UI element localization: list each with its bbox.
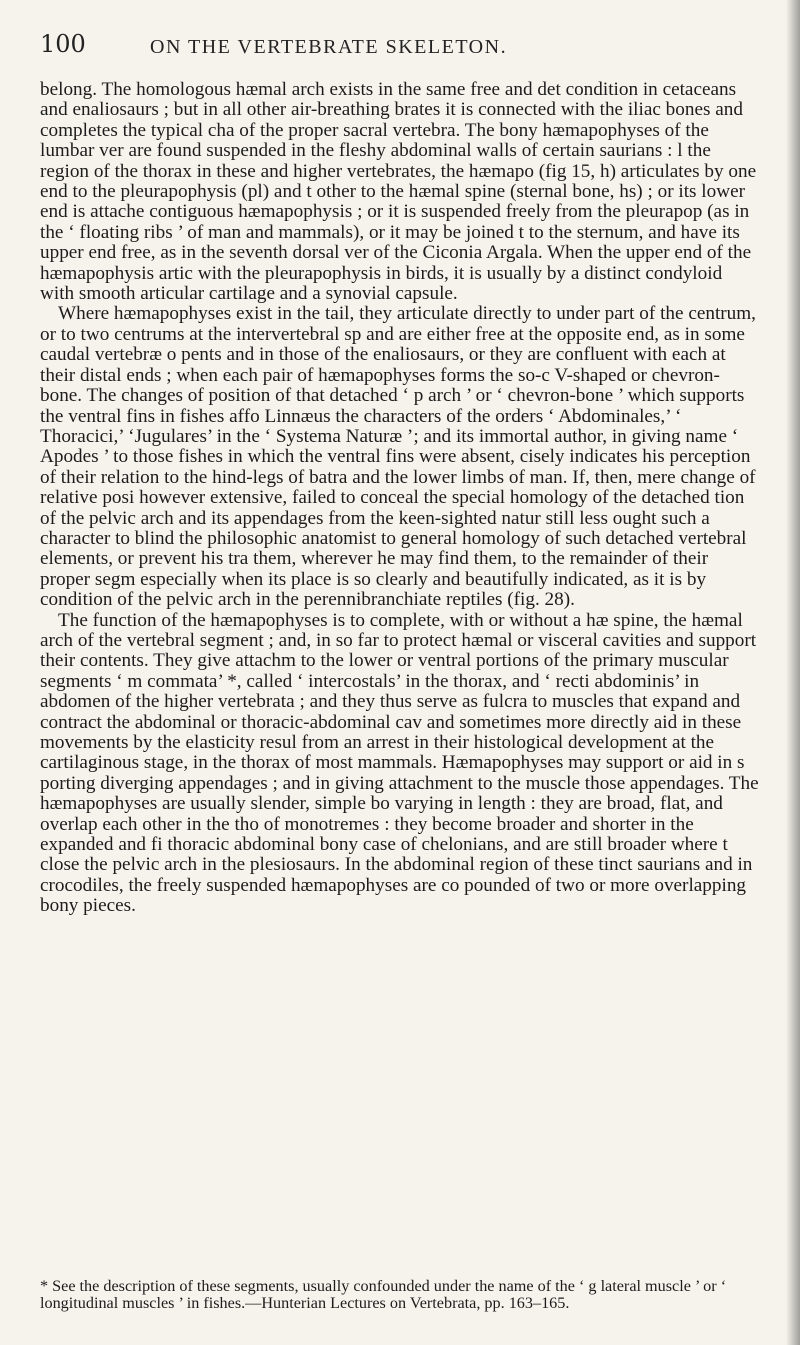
- paragraph-2: Where hæmapophyses exist in the tail, they articulate directly to under part of the centrum, or to two centrums at the intervertebral sp and are either free at the opposite end, as in some caudal vertebræ o pents and in those of the enaliosaurs, or they are confluent with each at their distal ends ; when each pair of hæmapophyses forms the so-c V-shaped or chevron-bone. The changes of position of that detached ‘ p arch ’ or ‘ chevron-bone ’ which supports the ventral fins in fishes affo Linnæus the characters of the orders ‘ Abdominales,’ ‘ Thoracici,’ ‘Jugulares’ in the ‘ Systema Naturæ ’; and its immortal author, in giving name ‘ Apodes ’ to those fishes in which the ventral fins were absent, cisely indicates his perception of their relation to the hind-legs of batra and the lower limbs of man. If, then, mere change of relative posi however extensive, failed to conceal the special homology of the detached tion of the pelvic arch and its appendages from the keen-sighted natur still less ought such a character to blind the philosophic anatomist to general homology of such detached vertebral elements, or prevent his tra them, wherever he may find them, to the remainder of their proper segm especially when its place is so clearly and beautifully indicated, as it is by condition of the pelvic arch in the perennibranchiate reptiles (fig. 28).: [40, 303, 756, 611]
- paragraph-1: belong. The homologous hæmal arch exists in the same free and det condition in cetaceans and enaliosaurs ; but in all other air-breathing brates it is connected with the iliac bones and completes the typical cha of the proper sacral vertebra. The bony hæmapophyses of the lumbar ver are found suspended in the fleshy abdominal walls of certain saurians : l the region of the thorax in these and higher vertebrates, the hæmapo (fig 15, h) articulates by one end to the pleurapophysis (pl) and t other to the hæmal spine (sternal bone, hs) ; or its lower end is attache contiguous hæmapophysis ; or it is suspended freely from the pleurapop (as in the ‘ floating ribs ’ of man and mammals), or it may be joined t to the sternum, and have its upper end free, as in the seventh dorsal ver of the Ciconia Argala. When the upper end of the hæmapophysis artic with the pleurapophysis in birds, it is usually by a distinct condyloid with smooth articular cartilage and a synovial capsule.: [40, 79, 757, 305]
- body-text: [40, 80, 760, 917]
- page-header: [40, 30, 760, 66]
- page-edge-shadow: [786, 0, 800, 1345]
- footnote: * See the description of these segments, usually confounded under the name of the ‘ g lateral muscle ’ or ‘ longitudinal muscles ’ in fishes.—Hunterian Lectures on Vertebrata, pp. 163–165.: [40, 1277, 727, 1313]
- paragraph-3: The function of the hæmapophyses is to complete, with or without a hæ spine, the hæmal arch of the vertebral segment ; and, in so far to protect hæmal or visceral cavities and support their contents. They give attachm to the lower or ventral portions of the primary muscular segments ‘ m commata’ *, called ‘ intercostals’ in the thorax, and ‘ recti abdominis’ in abdomen of the higher vertebrata ; and they thus serve as fulcra to muscles that expand and contract the abdominal or thoracic-abdominal cav and sometimes more directly aid in these movements by the elasticity resul from an arrest in their histological development at the cartilaginous stage, in the thorax of most mammals. Hæmapophyses may support or aid in s porting diverging appendages ; and in giving attachment to the muscle those appendages. The hæmapophyses are usually slender, simple bo varying in length : they are broad, flat, and overlap each other in the tho of monotremes : they become broader and shorter in the expanded and fi thoracic abdominal bony case of chelonians, and are still broader where t close the pelvic arch in the plesiosaurs. In the abdominal region of these tinct saurians and in crocodiles, the freely suspended hæmapophyses are co pounded of two or more overlapping bony pieces.: [40, 609, 759, 917]
- page-number: 100: [40, 30, 86, 58]
- running-head: ON THE VERTEBRATE SKELETON.: [150, 36, 508, 58]
